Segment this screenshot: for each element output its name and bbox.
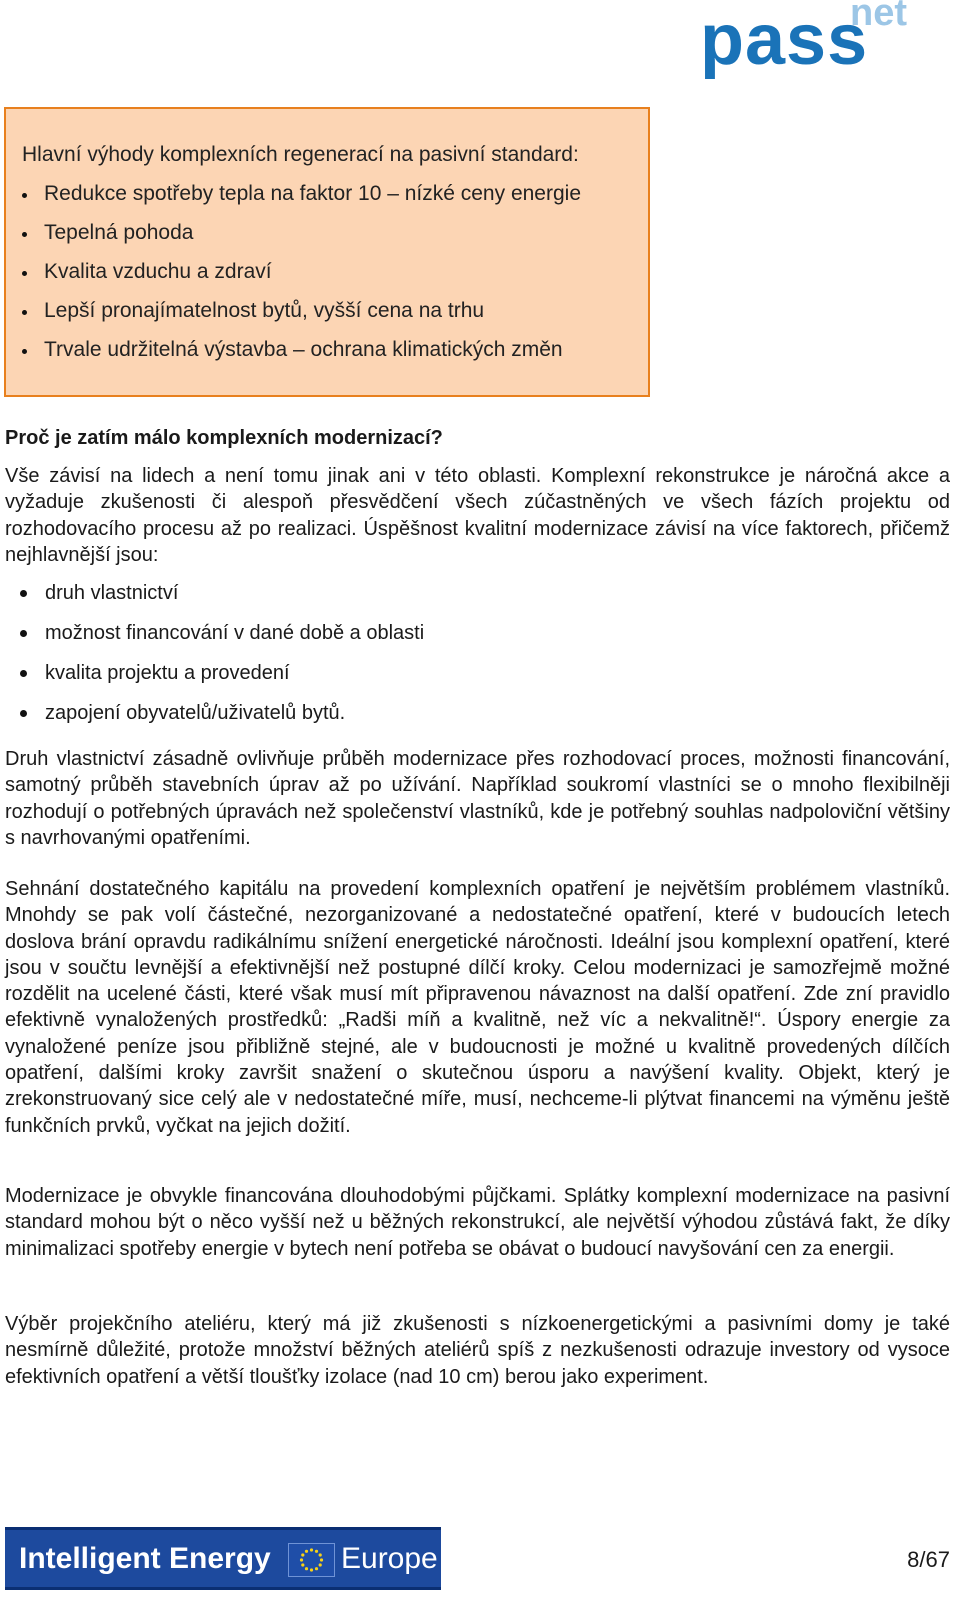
list-item: Kvalita vzduchu a zdraví bbox=[22, 259, 581, 298]
list-item: Lepší pronajímatelnost bytů, vyšší cena na trhu bbox=[22, 298, 581, 337]
passnet-logo bbox=[700, 0, 960, 82]
paragraph-design-studio: Výběr projekčního ateliéru, který má již zkušenosti s nízkoenergetickými a pasivními domy je také nesmírně důležité, protože množství běžných ateliérů spíš z nezkušenosti odrazuje investory od vysoce efektivních opatření a větší tloušťky izolace (nad 10 cm) berou jako experiment. bbox=[5, 1313, 950, 1388]
paragraph-financing: Sehnání dostatečného kapitálu na provedení komplexních opatření je největším problémem vlastníků. Mnohdy se pak volí částečné, nezorganizované a nedostatečné opatření, které v budoucích letech doslova brání opravdu radikálnímu snížení energetické náročnosti. Ideální jsou komplexní opatření, které jsou v součtu levnější a efektivnější než postupné dílčí kroky. Celou modernizaci je samozřejmě možné rozdělit na ucelené části, které však musí mít připravenou návaznost na další opatření. Zde zní pravidlo efektivně vynaložených prostředků: „Radši míň a kvalitně, než víc a nekvalitně!“. Úspory energie za vynaložené peníze jsou přibližně stejné, ale v budoucnosti je možné u kvalitně provedených dílčích opatření, dalšími kroky završit snažení o skutečnou úsporu a navýšení kvality. Objekt, který je zrekonstruovaný sice celý ale v nedostatečné míře, musí, nechceme-li plýtvat financemi na výměnu ještě funkčních prvků, vyčkat na jejich dožití. bbox=[5, 878, 950, 1137]
logo-superscript: net bbox=[850, 0, 907, 34]
banner-text: Intelligent Energy bbox=[19, 1542, 271, 1575]
list-item: Tepelná pohoda bbox=[22, 220, 581, 259]
paragraph-ownership: Druh vlastnictví zásadně ovlivňuje průběh modernizace přes rozhodovací proces, možnosti financování, samotný průběh stavebních úprav až po užívání. Například soukromí vlastníci se o mnoho flexibilněji rozhodují o potřebných úpravách než společenství vlastníků, kde je potřebný souhlas nadpoloviční většiny s navrhovanými opatřeními. bbox=[5, 748, 950, 849]
list-item: Trvale udržitelná výstavba – ochrana klimatických změn bbox=[22, 337, 581, 376]
eu-flag-icon bbox=[288, 1543, 335, 1577]
list-item: možnost financování v dané době a oblasti bbox=[20, 620, 424, 660]
factor-list bbox=[20, 580, 424, 740]
page-number: 8/67 bbox=[907, 1547, 950, 1572]
advantages-box bbox=[4, 107, 650, 397]
advantages-list bbox=[22, 181, 581, 376]
advantages-title: Hlavní výhody komplexních regenerací na pasivní standard: bbox=[22, 143, 579, 166]
list-item: druh vlastnictví bbox=[20, 580, 424, 620]
intro-paragraph: Vše závisí na lidech a není tomu jinak ani v této oblasti. Komplexní rekonstrukce je náročná akce a vyžaduje zkušenosti či alespoň přesvědčení všech zúčastněných ve všech fázích projektu od rozhodovacího procesu až po realizaci. Úspěšnost kvalitní modernizace závisí na více faktorech, přičemž nejhlavnější jsou: bbox=[5, 465, 950, 566]
list-item: kvalita projektu a provedení bbox=[20, 660, 424, 700]
intelligent-energy-europe-banner bbox=[5, 1527, 441, 1590]
banner-text-europe: Europe bbox=[341, 1542, 438, 1575]
list-item: zapojení obyvatelů/uživatelů bytů. bbox=[20, 700, 424, 740]
section-heading: Proč je zatím málo komplexních modernizací? bbox=[5, 427, 443, 449]
paragraph-loans: Modernizace je obvykle financována dlouhodobými půjčkami. Splátky komplexní modernizace na pasivní standard mohou být o něco vyšší než u běžných rekonstrukcí, ale největší výhodou zůstává fakt, že díky minimalizaci spotřeby energie v bytech není potřeba se obávat o budoucí navyšování cen za energii. bbox=[5, 1185, 950, 1260]
logo-text: pass bbox=[700, 0, 869, 80]
list-item: Redukce spotřeby tepla na faktor 10 – nízké ceny energie bbox=[22, 181, 581, 220]
